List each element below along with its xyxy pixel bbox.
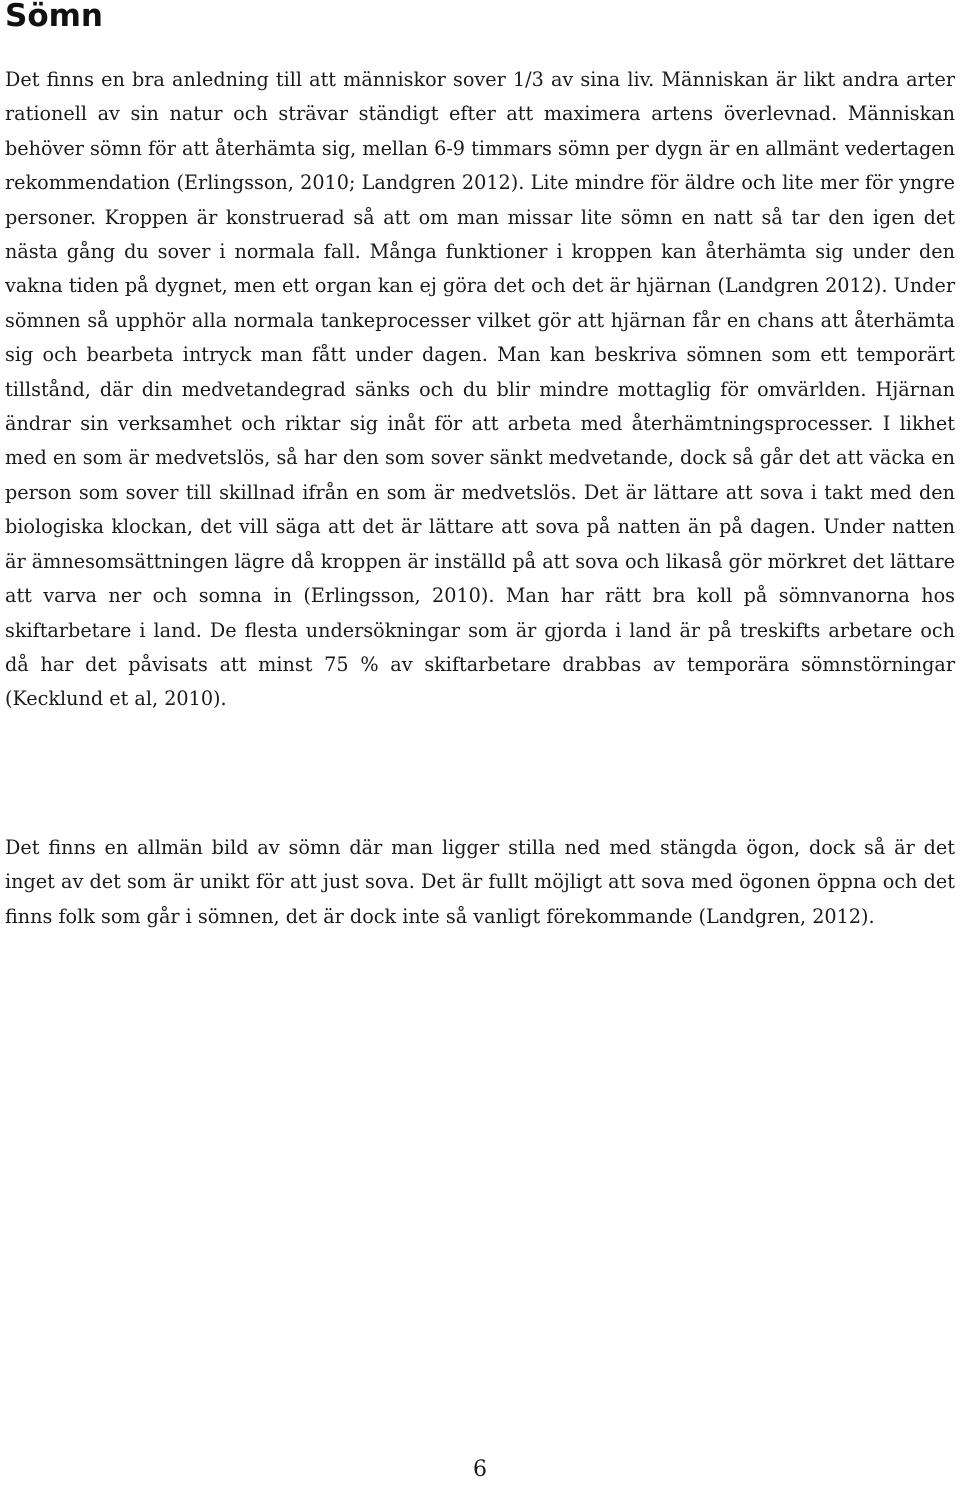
section-heading: Sömn (5, 0, 103, 34)
page-number: 6 (473, 1457, 487, 1482)
body-paragraph: Det finns en bra anledning till att människor sover 1/3 av sina liv. Människan är likt andra arter rationell av sin natur och strävar ständigt efter att maximera artens överlevnad. Människan behöver sömn för att återhämta sig, mellan 6-9 timmars sömn per dygn är en allmänt vedertagen rekommendation (Erlingsson, 2010; Landgren 2012). Lite mindre för äldre och lite mer för yngre personer. Kroppen är konstruerad så att om man missar lite sömn en natt så tar den igen det nästa gång du sover i normala fall. Många funktioner i kroppen kan återhämta sig under den vakna tiden på dygnet, men ett organ kan ej göra det och det är hjärnan (Landgren 2012). Under sömnen så upphör alla normala tankeprocesser vilket gör att hjärnan får en chans att återhämta sig och bearbeta intryck man fått under dagen. Man kan beskriva sömnen som ett temporärt tillstånd, där din medvetandegrad sänks och du blir mindre mottaglig för omvärlden. Hjärnan ändrar sin verksamhet och riktar sig inåt för att arbeta med återhämtningsprocesser. I likhet med en som är medvetslös, så har den som sover sänkt medvetande, dock så går det att väcka en person som sover till skillnad ifrån en som är medvetslös. Det är lättare att sova i takt med den biologiska klockan, det vill säga att det är lättare att sova på natten än på dagen. Under natten är ämnesomsättningen lägre då kroppen är inställd på att sova och likaså gör mörkret det lättare att varva ner och somna in (Erlingsson, 2010). Man har rätt bra koll på sömnvanorna hos skiftarbetare i land. De flesta undersökningar som är gjorda i land är på treskifts arbetare och då har det påvisats att minst 75 % av skiftarbetare drabbas av temporära sömnstörningar (Kecklund et al, 2010). (5, 68, 956, 711)
body-paragraph: Det finns en allmän bild av sömn där man ligger stilla ned med stängda ögon, dock så är det inget av det som är unikt för att just sova. Det är fullt möjligt att sova med ögonen öppna och det finns folk som går i sömnen, det är dock inte så vanligt förekommande (Landgren, 2012). (5, 836, 955, 928)
